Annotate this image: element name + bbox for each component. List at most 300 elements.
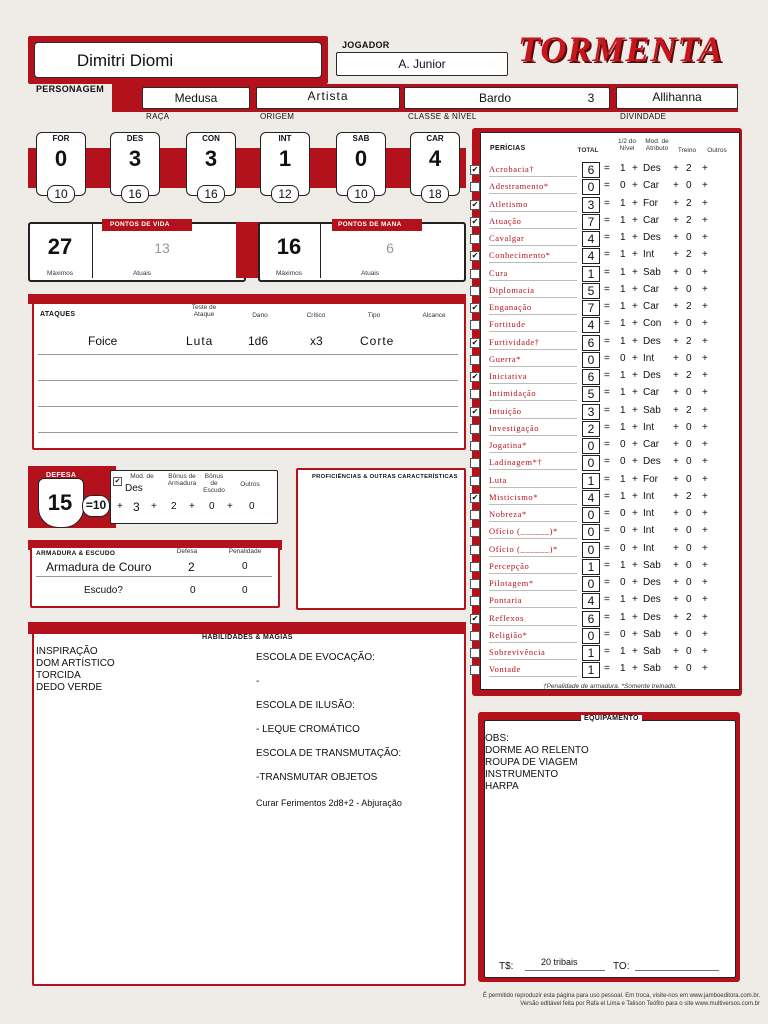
skill-row[interactable] (470, 247, 738, 264)
plus-sign: + (673, 456, 679, 468)
plus-sign: + (673, 214, 679, 226)
skill-trained-checkbox[interactable] (470, 476, 480, 486)
skill-trained-checkbox[interactable] (470, 579, 480, 589)
skill-half-level[interactable]: 0 (620, 439, 626, 450)
shield-pen[interactable]: 0 (242, 585, 248, 596)
attribute-score[interactable]: 16 (121, 185, 149, 203)
defense-other-value[interactable]: 0 (249, 501, 255, 512)
skill-half-level[interactable]: 1 (620, 646, 626, 657)
proficiencies-panel[interactable] (296, 468, 466, 610)
skill-half-level[interactable]: 0 (620, 456, 626, 468)
skill-total[interactable]: 1 (582, 559, 600, 575)
skill-half-level[interactable]: 0 (620, 577, 626, 588)
skill-total[interactable]: 0 (582, 352, 600, 368)
skill-row[interactable] (470, 299, 738, 316)
plus-sign: + (673, 628, 679, 640)
equals-sign: = (604, 577, 610, 588)
armor-name[interactable]: Armadura de Couro (46, 560, 152, 574)
skill-trained-checkbox[interactable]: ✔ (471, 303, 479, 312)
skill-trained-checkbox[interactable]: ✔ (471, 337, 479, 347)
defense-attr-name[interactable]: Des (125, 483, 143, 494)
skill-row[interactable] (470, 610, 738, 627)
skills-col-train: Treino (677, 147, 697, 154)
mana-max-value[interactable]: 16 (276, 234, 302, 259)
attack-row[interactable] (34, 330, 464, 354)
armor-divider (36, 576, 272, 577)
skill-training[interactable]: 0 (686, 421, 692, 433)
skill-training[interactable]: 0 (686, 439, 692, 450)
skill-total[interactable]: 0 (582, 507, 600, 523)
money-value[interactable]: 20 tribais (541, 957, 578, 967)
skill-total[interactable]: 1 (582, 473, 600, 489)
plus-sign: + (702, 421, 708, 433)
skill-total[interactable]: 0 (582, 524, 600, 540)
footer-line-2: Versão editável feita por Rafa el Lima e Talison Teófilo para o site www.multiversos.com.br (520, 1001, 760, 1007)
skill-row[interactable] (470, 661, 738, 678)
skill-trained-checkbox[interactable] (470, 389, 480, 399)
skill-underline (489, 452, 577, 453)
skill-attribute[interactable]: Int (643, 542, 655, 554)
skill-total[interactable]: 6 (582, 335, 600, 351)
attribute-value[interactable]: 1 (278, 146, 292, 171)
skill-total[interactable]: 0 (582, 455, 600, 471)
skill-trained-checkbox[interactable] (470, 234, 480, 244)
skill-row[interactable] (470, 282, 738, 299)
shield-def[interactable]: 0 (190, 585, 196, 596)
skill-training[interactable]: 0 (686, 232, 692, 243)
plus-sign: + (702, 473, 708, 485)
skill-row[interactable] (470, 644, 738, 661)
skill-training[interactable]: 2 (686, 335, 692, 347)
skill-training[interactable]: 2 (686, 611, 692, 623)
skill-name: Cavalgar (489, 233, 525, 243)
skill-trained-checkbox[interactable] (470, 286, 480, 296)
skill-row[interactable] (470, 230, 738, 247)
defense-col-armor: Bônus de Armadura (167, 473, 197, 487)
skill-half-level[interactable]: 1 (620, 214, 626, 226)
skill-half-level[interactable]: 1 (620, 232, 626, 243)
attribute-score[interactable]: 10 (47, 185, 75, 203)
skill-trained-checkbox[interactable] (470, 355, 480, 365)
player-value: A. Junior (398, 57, 446, 71)
attribute-value[interactable]: 0 (54, 146, 68, 171)
skill-row[interactable] (470, 592, 738, 609)
attribute-value[interactable]: 4 (428, 146, 442, 171)
skill-row[interactable] (470, 472, 738, 489)
skill-total[interactable]: 1 (582, 645, 600, 661)
skill-training[interactable]: 0 (686, 456, 692, 468)
skill-trained-checkbox[interactable] (470, 458, 480, 468)
skill-trained-checkbox[interactable] (470, 441, 480, 451)
skill-total[interactable]: 6 (582, 611, 600, 627)
skill-row[interactable] (470, 385, 738, 402)
skill-trained-checkbox[interactable] (470, 648, 480, 658)
skill-name: Adestramento* (489, 181, 549, 192)
equals-sign: = (604, 180, 610, 192)
skill-half-level[interactable]: 1 (620, 559, 626, 571)
plus-sign: + (632, 559, 638, 571)
plus-sign: + (673, 335, 679, 347)
skill-trained-checkbox[interactable] (470, 545, 480, 555)
origin-field[interactable] (256, 87, 400, 109)
skill-training[interactable]: 0 (686, 318, 692, 330)
mana-current-label: Atuais (360, 270, 380, 277)
skill-attribute[interactable]: Int (643, 525, 655, 537)
skill-training[interactable]: 2 (686, 490, 692, 502)
skill-trained-checkbox[interactable]: ✔ (471, 406, 479, 416)
skill-total[interactable]: 4 (582, 490, 600, 506)
skill-row[interactable] (470, 575, 738, 592)
skill-half-level[interactable]: 0 (620, 525, 626, 537)
skill-total[interactable]: 2 (582, 421, 600, 437)
skill-trained-checkbox[interactable]: ✔ (471, 199, 479, 209)
skill-underline (489, 676, 577, 677)
skill-half-level[interactable]: 1 (620, 163, 626, 174)
skill-half-level[interactable]: 0 (620, 542, 626, 554)
life-max-value[interactable]: 27 (47, 234, 73, 259)
skill-attribute[interactable]: Car (643, 301, 660, 312)
plus-sign: + (673, 283, 679, 295)
skill-underline (489, 193, 577, 194)
skill-attribute[interactable]: Con (643, 318, 662, 330)
attribute-value[interactable]: 3 (128, 146, 142, 171)
character-name-field[interactable] (34, 42, 322, 78)
skill-training[interactable]: 2 (686, 404, 692, 416)
skill-total[interactable]: 4 (582, 231, 600, 247)
skill-row[interactable] (470, 437, 738, 454)
plus-sign: + (673, 577, 679, 588)
skill-underline (489, 366, 577, 367)
skill-trained-checkbox[interactable] (470, 631, 480, 641)
plus-sign: + (632, 594, 638, 606)
skill-name: Intimidação (489, 388, 537, 399)
skill-training[interactable]: 2 (686, 197, 692, 209)
skill-attribute[interactable]: Des (643, 577, 661, 588)
skill-name: Fortitude (489, 319, 526, 330)
equals-sign: = (604, 456, 610, 468)
defense-attr-value[interactable]: 3 (133, 500, 140, 514)
skills-col-mod: Mod. de Atributo (645, 138, 669, 152)
skill-training[interactable]: 0 (686, 387, 692, 399)
skill-trained-checkbox[interactable] (470, 510, 480, 520)
skill-half-level[interactable]: 1 (620, 266, 626, 278)
skill-row[interactable] (470, 506, 738, 523)
deity-field[interactable] (616, 87, 738, 109)
plus-sign: + (673, 249, 679, 261)
skill-attribute[interactable]: Sab (643, 663, 661, 675)
plus-sign: + (702, 335, 708, 347)
skill-row[interactable] (470, 196, 738, 213)
plus-sign: + (702, 490, 708, 502)
skill-total[interactable]: 3 (582, 197, 600, 213)
skill-total[interactable]: 0 (582, 179, 600, 195)
skill-total[interactable]: 4 (582, 593, 600, 609)
skill-total[interactable]: 5 (582, 386, 600, 402)
plus-sign: + (673, 542, 679, 554)
equipment-panel[interactable] (484, 715, 736, 978)
skill-total[interactable]: 1 (582, 662, 600, 678)
skill-half-level[interactable]: 0 (620, 628, 626, 640)
skill-total[interactable]: 6 (582, 162, 600, 178)
player-field[interactable] (336, 52, 508, 76)
skill-attribute[interactable]: Sab (643, 266, 661, 278)
equals-sign: = (604, 628, 610, 640)
skill-training[interactable]: 0 (686, 594, 692, 606)
skill-underline (489, 349, 577, 350)
skill-attribute[interactable]: Car (643, 283, 660, 295)
skill-row[interactable] (470, 420, 738, 437)
skill-attribute[interactable]: Car (643, 180, 660, 192)
attribute-score[interactable]: 10 (347, 185, 375, 203)
skill-half-level[interactable]: 1 (620, 404, 626, 416)
skill-total[interactable]: 3 (582, 404, 600, 420)
skill-half-level[interactable]: 1 (620, 249, 626, 261)
skill-attribute[interactable]: Sab (643, 404, 661, 416)
skill-attribute[interactable]: Car (643, 439, 660, 450)
skills-col-total: TOTAL (577, 147, 599, 154)
skill-attribute[interactable]: For (643, 197, 658, 209)
armor-def[interactable]: 2 (188, 560, 195, 574)
skill-total[interactable]: 1 (582, 266, 600, 282)
skill-training[interactable]: 2 (686, 214, 692, 226)
skill-row[interactable] (470, 368, 738, 385)
skill-row[interactable] (470, 316, 738, 333)
plus-sign: + (632, 404, 638, 416)
equals-sign: = (604, 404, 610, 416)
skill-half-level[interactable]: 1 (620, 473, 626, 485)
plus-sign: + (632, 197, 638, 209)
mana-max-label: Máximos (275, 270, 302, 277)
attack-name: Foice (88, 334, 118, 348)
skill-training[interactable]: 0 (686, 663, 692, 675)
skill-trained-checkbox[interactable]: ✔ (471, 216, 479, 226)
skill-training[interactable]: 0 (686, 542, 692, 554)
skill-total[interactable]: 7 (582, 300, 600, 316)
player-label: JOGADOR (342, 40, 390, 50)
origin-label: ORIGEM (260, 112, 295, 121)
skill-total[interactable]: 5 (582, 283, 600, 299)
skill-total[interactable]: 0 (582, 628, 600, 644)
plus-sign: + (632, 456, 638, 468)
skill-trained-checkbox[interactable] (470, 527, 480, 537)
skill-training[interactable]: 0 (686, 577, 692, 588)
skill-attribute[interactable]: For (643, 473, 658, 485)
skill-total[interactable]: 0 (582, 542, 600, 558)
skill-half-level[interactable]: 0 (620, 352, 626, 364)
skill-training[interactable]: 0 (686, 352, 692, 364)
skill-attribute[interactable]: Des (643, 232, 661, 243)
skill-attribute[interactable]: Int (643, 508, 655, 519)
skill-training[interactable]: 0 (686, 283, 692, 295)
plus-sign: + (702, 646, 708, 657)
armor-pen[interactable]: 0 (242, 561, 248, 572)
plus-sign: + (702, 318, 708, 330)
skill-trained-checkbox[interactable]: ✔ (471, 613, 479, 623)
skill-row[interactable] (470, 627, 738, 644)
skill-underline (489, 556, 577, 557)
equals-sign: = (604, 508, 610, 519)
skill-half-level[interactable]: 1 (620, 318, 626, 330)
money-underline (525, 970, 605, 971)
plus-sign: + (632, 335, 638, 347)
skill-trained-checkbox[interactable] (470, 665, 480, 675)
skill-trained-checkbox[interactable] (470, 269, 480, 279)
skill-attribute[interactable]: Sab (643, 628, 661, 640)
skill-trained-checkbox[interactable]: ✔ (471, 372, 479, 381)
skill-training[interactable]: 0 (686, 266, 692, 278)
skill-row[interactable] (470, 161, 738, 178)
skill-row[interactable] (470, 523, 738, 540)
race-label: RAÇA (146, 112, 170, 121)
skill-underline (489, 487, 577, 488)
skill-training[interactable]: 2 (686, 249, 692, 261)
skill-half-level[interactable]: 1 (620, 421, 626, 433)
skill-attribute[interactable]: Des (643, 611, 661, 623)
defense-armor-value[interactable]: 2 (171, 501, 177, 512)
equals-sign: = (604, 594, 610, 606)
skill-half-level[interactable]: 1 (620, 301, 626, 312)
armor-col-def: Defesa (176, 548, 198, 555)
attack-test: Luta (186, 334, 214, 348)
skill-row[interactable] (470, 541, 738, 558)
equals-sign: = (604, 352, 610, 364)
skill-underline (489, 176, 577, 177)
money-label: T$: (499, 961, 514, 972)
skill-name: Nobreza* (489, 509, 527, 519)
shield-name[interactable]: Escudo? (84, 585, 123, 596)
skill-trained-checkbox[interactable] (470, 424, 480, 434)
attribute-sab (336, 132, 386, 201)
mana-current-value[interactable]: 6 (386, 240, 394, 256)
skill-underline (489, 418, 577, 419)
attribute-score[interactable]: 18 (421, 185, 449, 203)
skill-half-level[interactable]: 0 (620, 508, 626, 519)
skill-training[interactable]: 2 (686, 370, 692, 381)
skill-half-level[interactable]: 1 (620, 611, 626, 623)
skill-total[interactable]: 0 (582, 576, 600, 592)
attribute-score[interactable]: 16 (197, 185, 225, 203)
skill-half-level[interactable]: 0 (620, 180, 626, 192)
plus-sign: + (702, 387, 708, 399)
skill-attribute[interactable]: Int (643, 352, 655, 364)
skill-attribute[interactable]: Des (643, 163, 661, 174)
plus-sign: + (632, 232, 638, 243)
skill-total[interactable]: 4 (582, 248, 600, 264)
skill-attribute[interactable]: Int (643, 249, 655, 261)
skill-trained-checkbox[interactable]: ✔ (471, 165, 479, 174)
defense-label: DEFESA (46, 472, 77, 479)
skill-row[interactable] (470, 351, 738, 368)
attribute-value[interactable]: 0 (354, 146, 368, 171)
skill-training[interactable]: 0 (686, 473, 692, 485)
equals-sign: = (604, 611, 610, 623)
defense-base-badge (82, 495, 110, 517)
skill-half-level[interactable]: 1 (620, 370, 626, 381)
skill-row[interactable] (470, 489, 738, 506)
skill-half-level[interactable]: 1 (620, 335, 626, 347)
skill-half-level[interactable]: 1 (620, 197, 626, 209)
plus-sign: + (702, 439, 708, 450)
skill-training[interactable]: 2 (686, 163, 692, 174)
skill-name: Religião* (489, 629, 528, 640)
skill-training[interactable]: 0 (686, 646, 692, 657)
skill-underline (489, 228, 577, 229)
skill-trained-checkbox[interactable] (470, 320, 480, 330)
skill-attribute[interactable]: Des (643, 370, 661, 381)
skill-attribute[interactable]: Des (643, 335, 661, 347)
skill-attribute[interactable]: Int (643, 421, 655, 433)
skill-name: Conhecimento* (489, 250, 551, 261)
skill-half-level[interactable]: 1 (620, 663, 626, 675)
skill-training[interactable]: 0 (686, 559, 692, 571)
race-field[interactable] (142, 87, 250, 109)
skill-total[interactable]: 0 (582, 438, 600, 454)
skill-attribute[interactable]: Int (643, 490, 655, 502)
plus-sign: + (673, 404, 679, 416)
attribute-value[interactable]: 3 (204, 146, 218, 171)
skill-total[interactable]: 4 (582, 317, 600, 333)
plus-sign: + (673, 387, 679, 399)
abilities-panel[interactable] (32, 632, 466, 986)
skill-training[interactable]: 0 (686, 628, 692, 640)
skill-row[interactable] (470, 265, 738, 282)
attribute-score[interactable]: 12 (271, 185, 299, 203)
plus-sign: + (632, 473, 638, 485)
skill-half-level[interactable]: 1 (620, 490, 626, 502)
skill-training[interactable]: 0 (686, 180, 692, 192)
ability-item: DEDO VERDE (36, 682, 103, 693)
skill-row[interactable] (470, 178, 738, 195)
skill-attribute[interactable]: Des (643, 456, 661, 468)
skill-attribute[interactable]: Sab (643, 646, 661, 657)
skill-attribute[interactable]: Sab (643, 559, 661, 571)
life-current-value[interactable]: 13 (154, 240, 170, 256)
class-field[interactable] (404, 87, 610, 109)
skill-row[interactable] (470, 454, 738, 471)
skill-training[interactable]: 0 (686, 508, 692, 519)
skill-attribute[interactable]: Car (643, 214, 660, 226)
to-underline (635, 970, 719, 971)
skill-row[interactable] (470, 558, 738, 575)
skill-name: Investigação (489, 422, 540, 433)
plus-sign: + (702, 301, 708, 312)
skill-half-level[interactable]: 1 (620, 594, 626, 606)
skill-training[interactable]: 0 (686, 525, 692, 537)
skill-trained-checkbox[interactable] (470, 562, 480, 572)
defense-shield-value[interactable]: 0 (209, 501, 215, 512)
skill-row[interactable] (470, 213, 738, 230)
skill-row[interactable] (470, 403, 738, 420)
skill-trained-checkbox[interactable] (470, 182, 480, 192)
skill-trained-checkbox[interactable]: ✔ (471, 492, 479, 502)
defense-total[interactable]: 15 (47, 490, 73, 515)
skill-trained-checkbox[interactable] (470, 596, 480, 606)
skill-total[interactable]: 6 (582, 369, 600, 385)
skill-row[interactable] (470, 334, 738, 351)
skill-trained-checkbox[interactable]: ✔ (471, 251, 479, 261)
equals-sign: = (604, 197, 610, 209)
defense-checkbox[interactable]: ✔ (114, 478, 121, 485)
attacks-col-type: Tipo (367, 312, 381, 319)
skill-attribute[interactable]: Car (643, 387, 660, 399)
skill-half-level[interactable]: 1 (620, 387, 626, 399)
attack-divider (38, 406, 458, 407)
skill-training[interactable]: 2 (686, 301, 692, 312)
plus-sign: + (673, 352, 679, 364)
skill-half-level[interactable]: 1 (620, 283, 626, 295)
skill-attribute[interactable]: Des (643, 594, 661, 606)
skill-total[interactable]: 7 (582, 214, 600, 230)
